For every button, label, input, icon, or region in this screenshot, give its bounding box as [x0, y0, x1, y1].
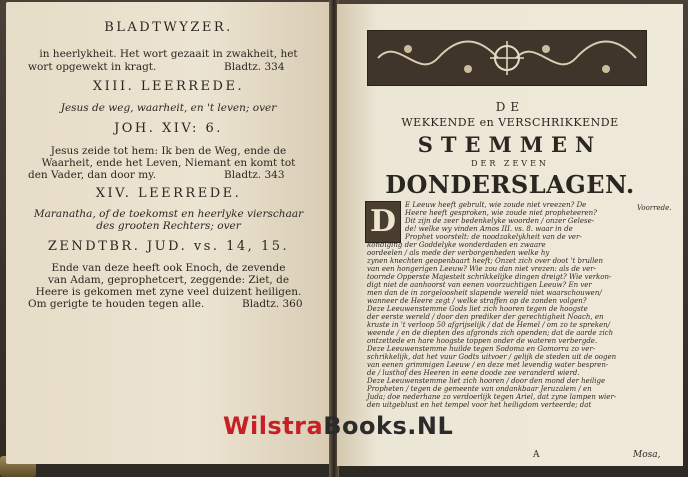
body-line: Propheten / tegen de gemeente van ondankbaar Jeruzalem / en: [367, 385, 592, 393]
body-line: Prophet voorstelt: de noodzakelykheit van de ver-: [405, 233, 582, 241]
watermark: [223, 412, 453, 440]
body-line: toornde Opperste Majesteit schrikkelijke dingen dreigt? Wie verkon-: [367, 273, 612, 281]
title-subline: WEKKENDE en VERSCHRIKKENDE: [401, 116, 619, 129]
catchword: Mosa,: [633, 450, 661, 460]
text-line: Jesus zeide tot hem: Ik ben de Weg, ende de: [50, 145, 287, 157]
body-line: Deze Leeuwenstemme liet zich hooren / door den mond der heilige: [367, 377, 606, 385]
body-line: zynen knechten geopenbaart heeft; Onzet zich over doot 't brullen: [367, 257, 603, 265]
page-ref: Bladtz. 334: [224, 61, 285, 73]
section-title: XIII. LEERREDE.: [92, 79, 245, 94]
body-line: Juda; doe nederhane zo verdoerlijk tegen Ariel, dat zyne lampen wier-: [367, 393, 617, 401]
body-line: Dit zijn de zeer bedenkelyke woorden / onzer Gelese-: [405, 217, 595, 225]
right-page: [337, 4, 683, 466]
title-de: DE: [495, 100, 525, 114]
text-line: Heere is gekomen met zyne veel duizent heiligen.: [35, 286, 302, 298]
scripture-reference: JOH. XIV: 6.: [114, 121, 223, 136]
body-line: Heere heeft gesproken, wie zoude niet propheteeren?: [405, 209, 597, 217]
body-line: kruste in 't verloop 50 afgrijselijk / dat de Hemel / om zo te spreken/: [367, 321, 611, 329]
body-line: der eerste wereld / door den prediker der gerechtigheit Noach, en: [367, 313, 604, 321]
watermark-part-dark: Books.NL: [323, 412, 454, 440]
text-line: Ende van deze heeft ook Enoch, de zevende: [51, 262, 286, 274]
text-line: Waarheit, ende het Leven, Niemant en komt tot: [41, 157, 296, 169]
watermark-part-red: Wilstra: [223, 412, 324, 440]
body-line: men dan de in zorgeloosheit slapende wereld niet waarschouwen/: [367, 289, 602, 297]
body-line: van een hongerigen Leeuw? Wie zou dan niet vrezen: als de ver-: [367, 265, 596, 273]
text-line: den Vader, dan door my.: [28, 169, 157, 181]
drop-capital: D: [365, 201, 401, 243]
scripture-reference: ZENDTBR. JUD. vs. 14, 15.: [47, 239, 290, 254]
body-line: digt niet de aanhoorst van eenen voorzuchtigen Leeuw? En ver: [367, 281, 592, 289]
body-line: weende / en de diepten des afgronds zich openden; dat de aarde zich: [367, 329, 614, 337]
text-line: wort opgewekt in kragt.: [28, 61, 157, 73]
body-line: Deze Leeuwenstemme huilde tegen Sodoma en Gomorra zo ver-: [367, 345, 596, 353]
section-subtitle: des grooten Rechters; over: [96, 220, 241, 232]
body-line: van eenen grimmigen Leeuw / en deze met levendig water bespren-: [367, 361, 609, 369]
body-line: wanneer de Heere zegt / welke straffen op de zonden volgen?: [367, 297, 587, 305]
title-der-zeven: DER ZEVEN: [471, 159, 549, 168]
text-line: Om gerigte te houden tegen alle.: [28, 298, 205, 310]
section-subtitle: Jesus de weg, waarheit, en 't leven; over: [60, 102, 277, 114]
page-header: BLADTWYZER.: [104, 20, 233, 35]
decorative-headpiece: [367, 30, 647, 86]
left-page: [6, 2, 331, 464]
page-ref: Bladtz. 360: [242, 298, 303, 310]
body-line: Deze Leeuwenstemme Gods liet zich hooren tegen de hoogste: [367, 305, 588, 313]
body-line: de! welke wy vinden Amos III. vs. 8. waar in de: [405, 225, 573, 233]
body-line: oordeelen / als mede der verborgenheden welke hy: [367, 249, 550, 257]
section-title: XIV. LEERREDE.: [95, 186, 242, 201]
body-line: schrikkelijk, dat het vuur Godts uitvoer / gelijk de steden uit de oogen: [367, 353, 617, 361]
body-line: kondiging der Goddelyke wonderdaden en zwaare: [367, 241, 546, 249]
text-line: in heerlykheit. Het wort gezaait in zwakheit, het: [39, 48, 298, 60]
body-line: ontzettede en hare hoogste toppen onder de wateren verbergde.: [367, 337, 598, 345]
margin-note: Voorrede.: [637, 204, 672, 212]
body-line: de / lusthof des Heeren in eene doode zee veranderd wierd.: [367, 369, 580, 377]
text-line: van Adam, geprophetcert, zeggende: Ziet, de: [47, 274, 290, 286]
body-line: E Leeuw heeft gebrult, wie zoude niet vreezen? De: [405, 201, 587, 209]
body-line: den uitgeblust en het tempel voor het heiligdom verteerde; dat: [367, 401, 592, 409]
section-subtitle: Maranatha, of de toekomst en heerlyke vierschaar: [33, 208, 304, 220]
title-main: DONDERSLAGEN.: [385, 170, 635, 199]
signature-mark: A: [533, 450, 540, 460]
title-stemmen: STEMMEN: [417, 132, 603, 157]
page-ref: Bladtz. 343: [224, 169, 285, 181]
